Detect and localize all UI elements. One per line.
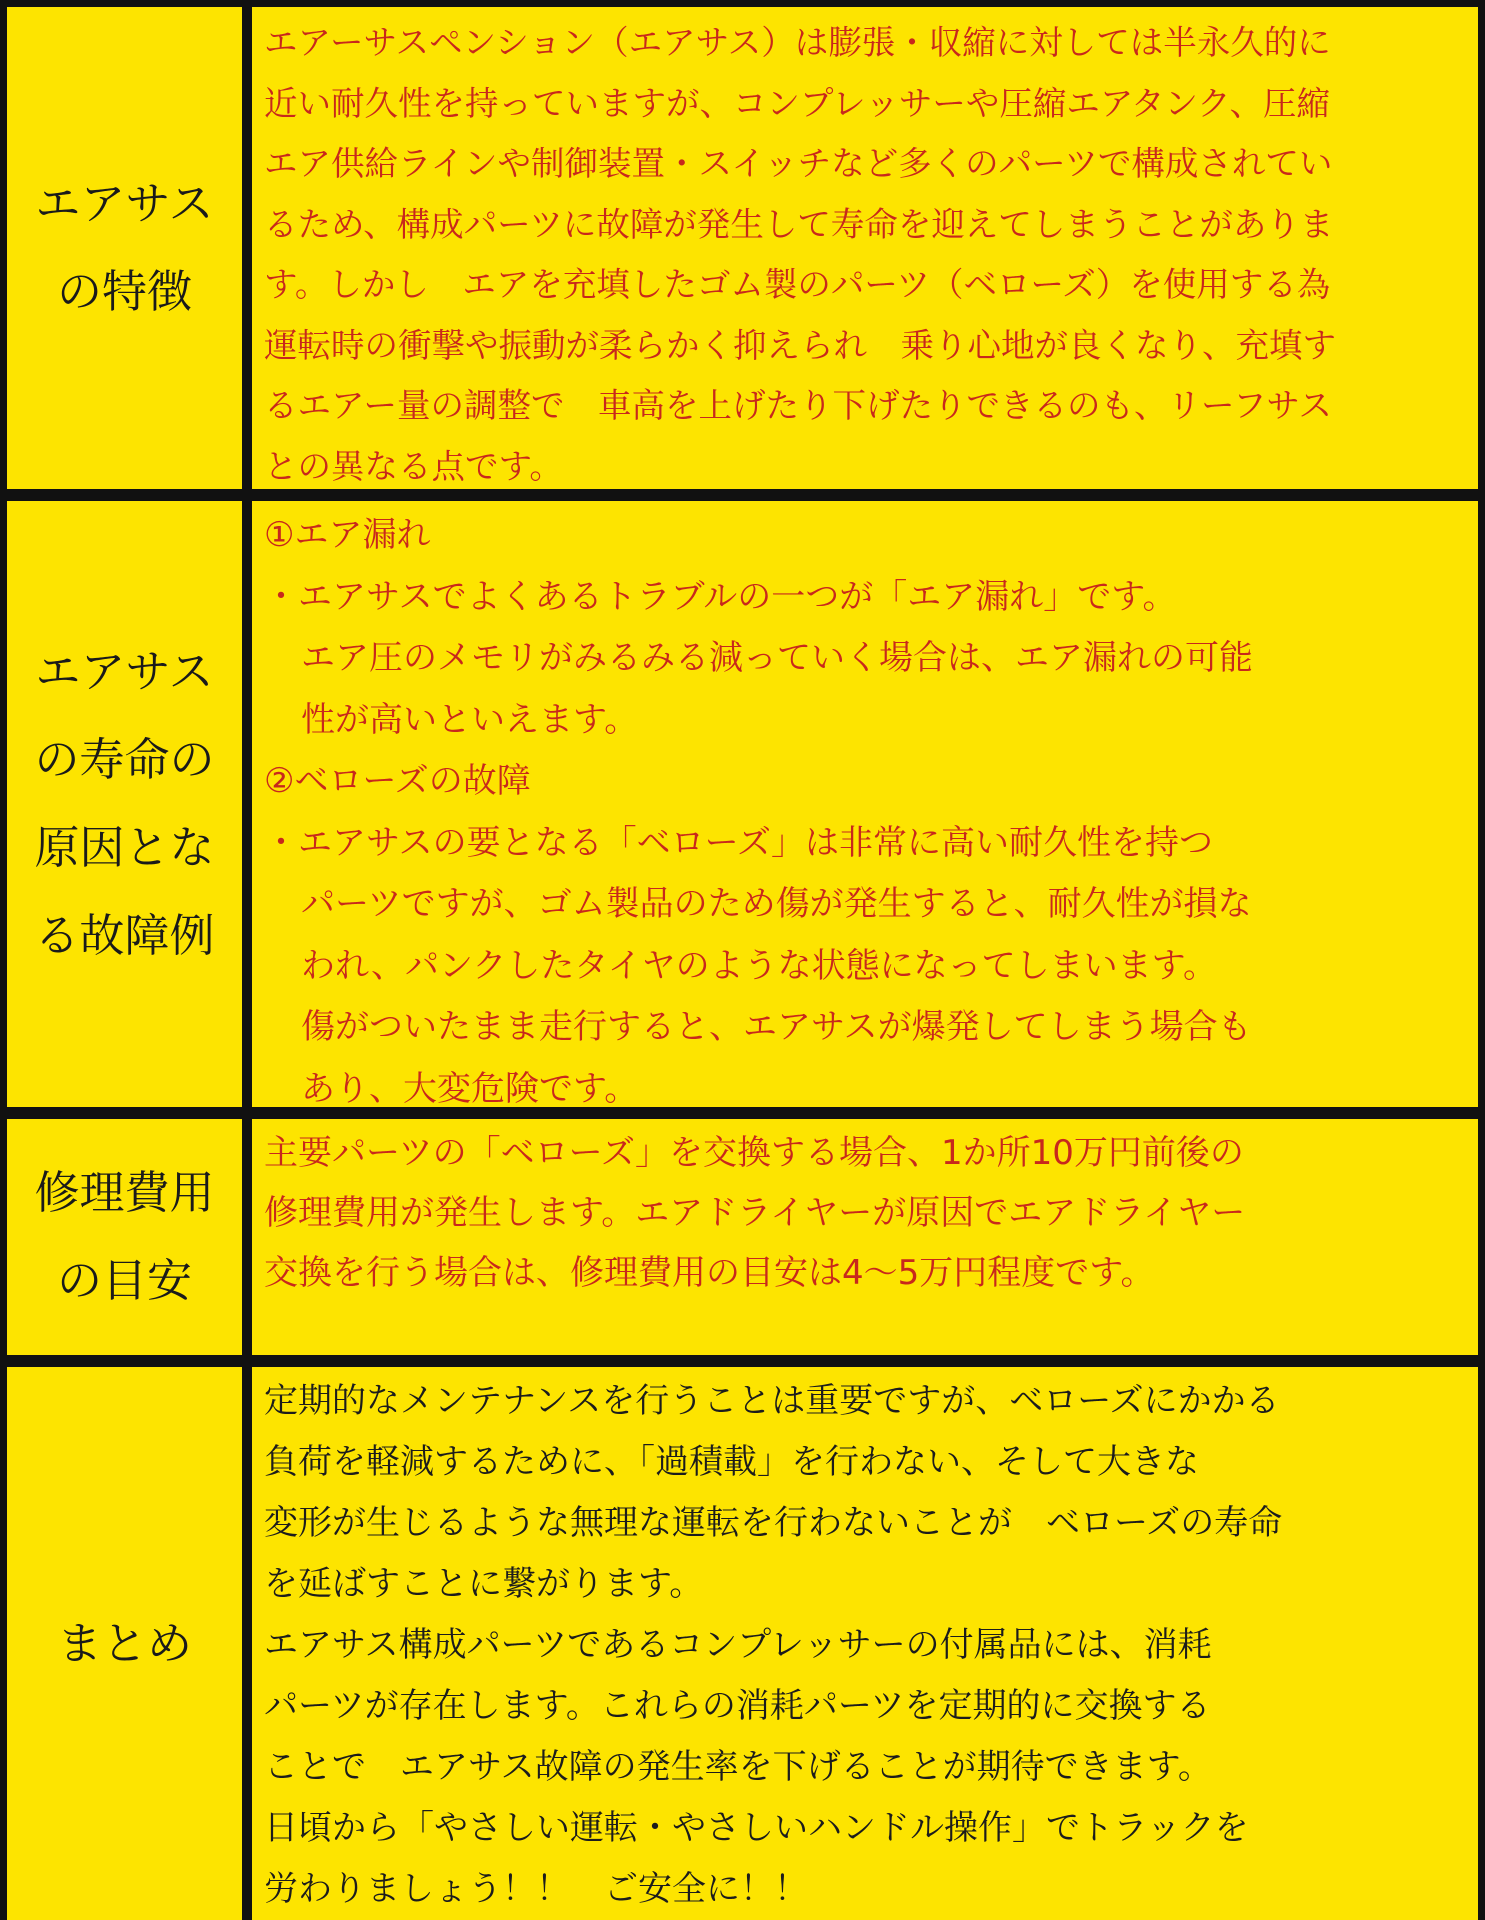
content-line: 負荷を軽減するために、「過積載」を行わない、そして大きな [264, 1442, 1199, 1482]
label-line: る故障例 [34, 909, 215, 962]
label-line: エアサス [35, 645, 214, 698]
content-line: るため、構成パーツに故障が発生して寿命を迎えてしまうことがありま [264, 204, 1334, 244]
heading-bellows-failure: ②ベローズの故障 [264, 761, 531, 801]
content-line: 修理費用が発生します。エアドライヤーが原因でエアドライヤー [264, 1193, 1246, 1233]
content-line: 主要パーツの「ベローズ」を交換する場合、1か所10万円前後の [264, 1133, 1244, 1173]
content-line: との異なる点です。 [264, 446, 563, 486]
label-line: まとめ [56, 1616, 192, 1670]
content-line: を延ばすことに繋がります。 [264, 1564, 704, 1604]
label-line: エアサス [35, 177, 214, 230]
heading-air-leak: ①エア漏れ [264, 515, 431, 555]
row-content-summary [252, 1367, 1478, 1920]
content-line: す。しかし エアを充填したゴム製のパーツ（ベローズ）を使用する為 [264, 265, 1331, 304]
content-line: 変形が生じるような無理な運転を行わないことが ベローズの寿命 [264, 1503, 1283, 1543]
row-label-features [7, 7, 242, 489]
row-content-repair-cost [252, 1119, 1478, 1355]
row-label-failure-causes [7, 501, 242, 1107]
label-line: の目安 [56, 1254, 192, 1307]
content-line: パーツが存在します。これらの消耗パーツを定期的に交換する [264, 1686, 1211, 1726]
content-line: るエアー量の調整で 車高を上げたり下げたりできるのも、リーフサス [264, 386, 1332, 425]
label-line: 原因とな [34, 821, 215, 874]
content-line: 日頃から「やさしい運転・やさしいハンドル操作」でトラックを [264, 1808, 1249, 1848]
content-line: エア供給ラインや制御装置・スイッチなど多くのパーツで構成されてい [264, 144, 1333, 183]
content-line: 定期的なメンテナンスを行うことは重要ですが、ベローズにかかる [264, 1381, 1280, 1421]
content-line: われ、パンクしたタイヤのような状態になってしまいます。 [301, 945, 1217, 986]
content-line: ことで エアサス故障の発生率を下げることが期待できます。 [264, 1747, 1212, 1787]
label-line: の寿命の [34, 733, 215, 786]
content-line: 労わりましょう！！ ご安全に！！ [264, 1869, 808, 1909]
content-line: 交換を行う場合は、修理費用の目安は4～5万円程度です。 [264, 1253, 1155, 1293]
content-line: ・エアサスの要となる「ベローズ」は非常に高い耐久性を持つ [264, 822, 1213, 863]
content-line: エア圧のメモリがみるみる減っていく場合は、エア漏れの可能 [301, 638, 1253, 678]
label-line: 修理費用 [34, 1166, 215, 1219]
label-line: の特徴 [56, 265, 192, 318]
content-line: エアサス構成パーツであるコンプレッサーの付属品には、消耗 [264, 1625, 1212, 1665]
content-line: 運転時の衝撃や振動が柔らかく抑えられ 乗り心地が良くなり、充填す [264, 325, 1336, 365]
content-line: ・エアサスでよくあるトラブルの一つが「エア漏れ」です。 [264, 576, 1177, 617]
content-line: あり、大変危険です。 [301, 1068, 639, 1107]
content-line: 傷がついたまま走行すると、エアサスが爆発してしまう場合も [301, 1007, 1252, 1047]
content-line: 近い耐久性を持っていますが、コンプレッサーや圧縮エアタンク、圧縮 [264, 83, 1330, 123]
row-content-failure-causes [252, 501, 1478, 1107]
content-line: エアーサスペンション（エアサス）は膨張・収縮に対しては半永久的に [264, 23, 1331, 62]
content-line: パーツですが、ゴム製品のため傷が発生すると、耐久性が損な [301, 884, 1252, 924]
row-content-features [252, 7, 1478, 489]
row-label-repair-cost [7, 1119, 242, 1355]
content-line: 性が高いといえます。 [301, 699, 639, 740]
row-label-summary [7, 1367, 242, 1920]
